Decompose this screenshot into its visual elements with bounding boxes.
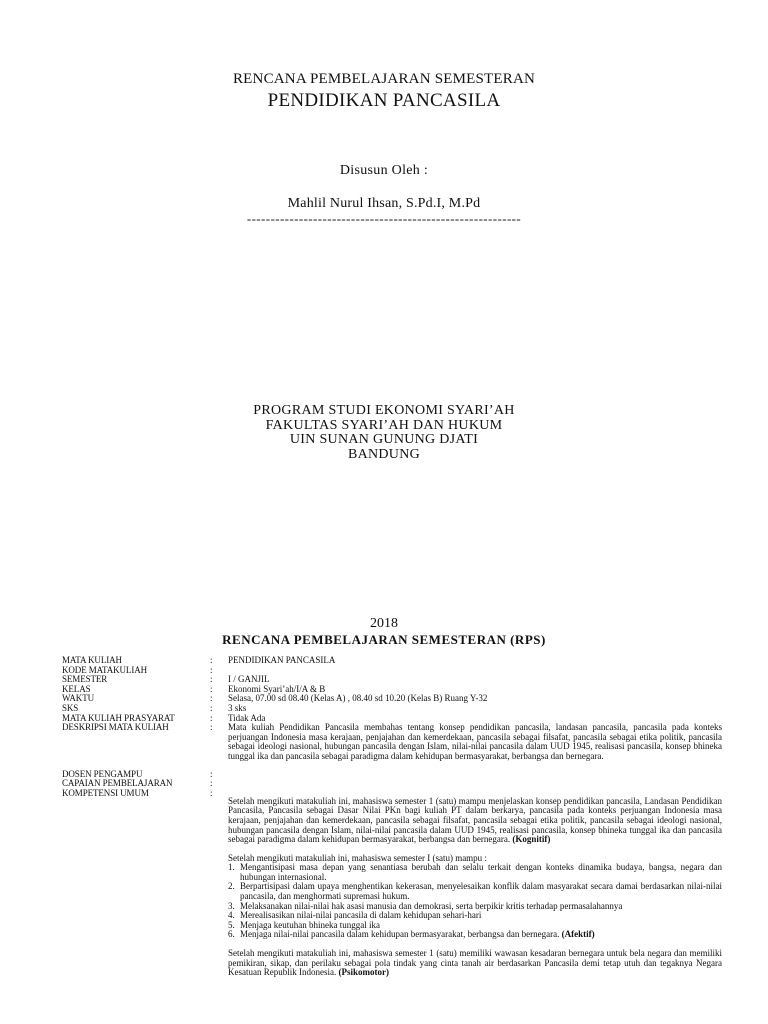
institution-line: UIN SUNAN GUNUNG DJATI	[289, 432, 479, 447]
competency-intro: Setelah mengikuti matakuliah ini, mahasiswa semester I (satu) mampu :	[228, 852, 487, 863]
institution-line: BANDUNG	[347, 446, 421, 462]
info-label: CAPAIAN PEMBELAJARAN	[62, 778, 173, 789]
info-row-mata-kuliah	[62, 656, 722, 666]
info-row-kode	[62, 666, 722, 676]
info-row-deskripsi	[62, 723, 722, 761]
rps-title: RENCANA PEMBELAJARAN SEMESTERAN (RPS)	[222, 632, 546, 647]
list-number: 3.	[228, 900, 235, 911]
competency-content	[228, 789, 722, 978]
info-row-capaian	[62, 779, 722, 789]
list-text: Berpartisipasi dalam upaya menghentikan kekerasan, menyelesaikan konflik dalam masyarakat secara damai berdasarkan nilai-nilai pancasila, dan menghormati supremasi hukum.	[240, 881, 722, 902]
rps-heading: RENCANA PEMBELAJARAN SEMESTERAN	[232, 71, 536, 87]
info-value	[228, 770, 722, 780]
course-info-table	[62, 656, 722, 978]
info-colon: :	[210, 768, 213, 779]
competency-tag: (Afektif)	[561, 929, 595, 940]
info-row-waktu	[62, 694, 722, 704]
info-label: SEMESTER	[62, 674, 108, 685]
course-description: Mata kuliah Pendidikan Pancasila membahas tentang konsep pendidikan pancasila, landasan pancasila, pancasila pada konteks perjuangan Indonesia masa kerajaan, penjajahan dan kemerdekaan, pancasila sebagai filsafat, pancasila sebagai etika politik, pancasila sebagai ideologi nasional, hubungan pancasila dengan Islam, nilai-nilai pancasila dalam UUD 1945, realisasi pancasila, konsep bhineka tunggal ika dan pancasila sebagai paradigma dalam kehidupan bermasyarakat, berbangsa dan bernegara.	[228, 722, 722, 761]
info-value: Selasa, 07.00 sd 08.40 (Kelas A) , 08.40 sd 10.20 (Kelas B) Ruang Y-32	[228, 693, 488, 704]
prepared-by-label: Disusun Oleh :	[339, 163, 429, 178]
list-text: Merealisasikan nilai-nilai pancasila di dalam kehidupan sehari-hari	[240, 910, 482, 921]
competency-psychomotor	[228, 949, 722, 978]
info-colon: :	[210, 702, 213, 713]
info-colon: :	[210, 778, 213, 789]
info-label: KODE MATAKULIAH	[62, 664, 148, 675]
list-number: 5.	[228, 919, 235, 930]
institution-line: PROGRAM STUDI EKONOMI SYARI’AH	[253, 403, 515, 418]
info-row-kompetensi	[62, 789, 722, 978]
info-label: KELAS	[62, 683, 91, 694]
author-name: Mahlil Nurul Ihsan, S.Pd.I, M.Pd	[287, 196, 481, 211]
info-colon: :	[210, 722, 213, 733]
info-value: I / GANJIL	[228, 674, 270, 685]
info-value: PENDIDIKAN PANCASILA	[228, 655, 336, 665]
list-item	[228, 863, 722, 882]
info-colon: :	[210, 655, 213, 665]
info-value: 3 sks	[228, 702, 247, 713]
list-item	[228, 882, 722, 901]
info-value: Ekonomi Syari’ah/I/A & B	[228, 683, 326, 694]
competency-tag: (Psikomotor)	[338, 967, 389, 978]
info-label: SKS	[62, 702, 79, 713]
info-label: DOSEN PENGAMPU	[62, 768, 143, 779]
info-label: MATA KULIAH PRASYARAT	[62, 712, 175, 723]
separator-line: ----------------------------------------------------------	[246, 211, 522, 226]
list-number: 4.	[228, 910, 235, 921]
info-colon: :	[210, 712, 213, 723]
info-colon: :	[210, 683, 213, 694]
competency-text: Setelah mengikuti matakuliah ini, mahasiswa semester 1 (satu) mampu menjelaskan konsep pendidikan pancasila, Landasan Pendidikan Pancasila, Pancasila sebagai Dasar Nilai PKn bagi kuliah PT dalam berkarya, pancasila pada konteks perjuangan Indonesia masa kerajaan, penjajahan dan kemerdekaan, pancasila sebagai filsafat, pancasila sebagai etika politik, pancasila sebagai ideologi nasional, hubungan pancasila dengan Islam, nilai-nilai pancasila dalam UUD 1945, realisasi pancasila, konsep bhineka tunggal ika dan pancasila sebagai paradigma dalam kehidupan bermasyarakat, berbangsa dan bernegara.	[228, 795, 722, 845]
info-label: DESKRIPSI MATA KULIAH	[62, 722, 169, 733]
list-text-with-tag	[240, 930, 722, 940]
info-colon: :	[210, 664, 213, 675]
list-item	[228, 930, 722, 940]
list-number: 2.	[228, 881, 235, 892]
competency-text: Setelah mengikuti matakuliah ini, mahasiswa semester 1 (satu) memiliki wawasan kesadaran bernegara untuk bela negara dan memiliki pemikiran, sikap, dan perilaku sebagai pola tindak yang cinta tanah air berdasarkan Pancasila demi tetap utuh dan tegaknya Negara Kesatuan Republik Indonesia.	[228, 948, 722, 978]
competency-list	[228, 863, 722, 940]
list-text: Mengantisipasi masa depan yang senantiasa berubah dan selalu terkait dengan konteks dinamika budaya, bangsa, negara dan hubungan internasional.	[240, 862, 722, 882]
info-label: KOMPETENSI UMUM	[62, 787, 149, 798]
institution-block	[0, 404, 768, 462]
info-label: MATA KULIAH	[62, 655, 122, 665]
competency-cognitive	[228, 797, 722, 845]
list-number: 6.	[228, 929, 235, 940]
info-label: WAKTU	[62, 693, 94, 704]
list-text: Menjaga keutuhan bhineka tunggal ika	[240, 919, 380, 930]
info-colon: :	[210, 674, 213, 685]
list-number: 1.	[228, 862, 235, 873]
course-title: PENDIDIKAN PANCASILA	[267, 90, 501, 111]
info-value	[228, 779, 722, 789]
list-text: Melaksanakan nilai-nilai hak asasi manusia dan demokrasi, serta berpikir kritis terhadap permasalahannya	[240, 900, 623, 911]
institution-line: FAKULTAS SYARI’AH DAN HUKUM	[265, 417, 503, 433]
year: 2018	[370, 616, 398, 631]
list-text: Menjaga nilai-nilai pancasila dalam kehidupan bermasyarakat, berbangsa dan bernegara.	[240, 929, 560, 940]
info-colon: :	[210, 693, 213, 704]
info-row-semester	[62, 675, 722, 685]
info-colon: :	[210, 787, 213, 798]
info-value	[228, 666, 722, 676]
competency-tag: (Kognitif)	[512, 834, 551, 845]
info-value: Tidak Ada	[228, 712, 266, 723]
